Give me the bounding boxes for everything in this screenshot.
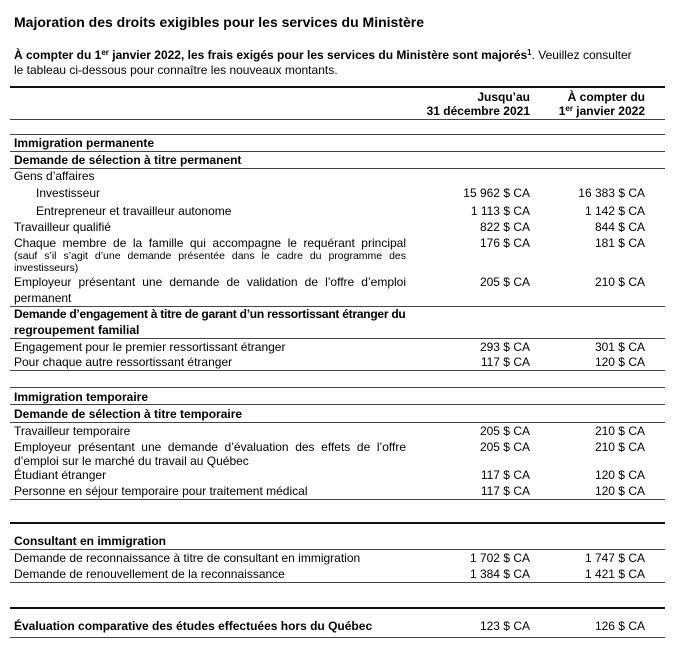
fee-until-2021: 1 702 $ CA (469, 551, 530, 565)
row-label: Employeur présentant une demande d’évaluation des effets de l’offre (14, 440, 406, 454)
group-title: regroupement familial (14, 323, 140, 337)
section-title: Immigration permanente (14, 136, 155, 150)
header-day: 1 (558, 104, 566, 118)
fee-until-2021: 123 $ CA (479, 619, 530, 633)
column-header-from: À compter du (567, 90, 645, 104)
table-rule (10, 404, 665, 405)
page-title: Majoration des droits exigibles pour les services du Ministère (14, 14, 425, 30)
row-label: Chaque membre de la famille qui accompagne le requérant principal (14, 236, 406, 250)
row-label: Demande de renouvellement de la reconnaissance (14, 567, 285, 581)
row-label: Étudiant étranger (14, 468, 107, 482)
header-ordinal-superscript: er (565, 104, 573, 113)
row-label: Travailleur temporaire (14, 424, 131, 438)
table-rule (10, 582, 665, 583)
fee-until-2021: 1 113 $ CA (470, 204, 530, 218)
row-label: Entrepreneur et travailleur autonome (36, 204, 232, 218)
table-rule (10, 168, 665, 169)
fee-from-2022: 210 $ CA (594, 440, 645, 454)
fee-from-2022: 120 $ CA (594, 355, 645, 369)
table-rule (10, 499, 665, 500)
row-label: d’emploi sur le marché du travail au Québec (14, 454, 249, 468)
fee-from-2022: 210 $ CA (594, 275, 645, 289)
section-title: Consultant en immigration (14, 534, 167, 548)
fee-from-2022: 1 747 $ CA (584, 551, 645, 565)
fee-from-2022: 181 $ CA (594, 236, 645, 250)
table-rule (10, 549, 665, 550)
row-label: Investisseur (36, 186, 101, 200)
column-header-until: Jusqu’au (477, 90, 530, 104)
table-header-rule (10, 119, 665, 120)
section-title: Immigration temporaire (14, 390, 149, 404)
fee-from-2022: 120 $ CA (594, 468, 645, 482)
fee-until-2021: 205 $ CA (479, 440, 530, 454)
intro-ordinal-superscript: er (101, 48, 109, 57)
table-rule (10, 607, 665, 609)
group-title: Demande d’engagement à titre de garant d’un ressortissant étranger du (14, 307, 406, 321)
fee-from-2022: 126 $ CA (594, 619, 645, 633)
table-rule (10, 422, 665, 423)
row-label: Engagement pour le premier ressortissant étranger (14, 340, 286, 354)
fee-until-2021: 176 $ CA (479, 236, 530, 250)
table-top-rule (10, 86, 665, 88)
intro-bold-text: À compter du 1 (14, 48, 102, 62)
fee-from-2022: 301 $ CA (594, 340, 645, 354)
row-note: (sauf s’il s’agit d’une demande présentée dans le cadre du programme des (14, 250, 406, 262)
header-month-year: janvier 2022 (572, 104, 645, 118)
row-label: Personne en séjour temporaire pour traitement médical (14, 484, 308, 498)
table-rule (10, 522, 665, 524)
row-label: Travailleur qualifié (14, 220, 111, 234)
row-label: Employeur présentant une demande de validation de l’offre d’emploi (14, 275, 406, 289)
fee-from-2022: 1 142 $ CA (584, 204, 645, 218)
subheading: Gens d’affaires (14, 169, 95, 183)
table-bottom-rule (10, 637, 665, 638)
group-title: Demande de sélection à titre permanent (14, 153, 242, 167)
group-title: Demande de sélection à titre temporaire (14, 407, 243, 421)
fee-until-2021: 293 $ CA (479, 340, 530, 354)
fee-from-2022: 210 $ CA (594, 424, 645, 438)
fee-until-2021: 117 $ CA (480, 355, 530, 369)
intro-bold-text-continued: janvier 2022, les frais exigés pour les services du Ministère sont majorés (108, 48, 528, 62)
fee-until-2021: 822 $ CA (479, 220, 530, 234)
table-rule (10, 338, 665, 339)
row-note: investisseurs) (14, 262, 79, 274)
row-label: Demande de reconnaissance à titre de consultant en immigration (14, 551, 361, 565)
fee-until-2021: 15 962 $ CA (463, 186, 530, 200)
fee-from-2022: 16 383 $ CA (578, 186, 645, 200)
fee-until-2021: 205 $ CA (479, 424, 530, 438)
table-rule (10, 370, 665, 371)
section-title: Évaluation comparative des études effectuées hors du Québec (14, 619, 373, 633)
fee-from-2022: 120 $ CA (594, 484, 645, 498)
table-rule (10, 134, 665, 135)
fee-until-2021: 117 $ CA (480, 484, 530, 498)
footnote-reference: 1 (527, 48, 532, 57)
fee-from-2022: 844 $ CA (594, 220, 645, 234)
fee-until-2021: 117 $ CA (480, 468, 530, 482)
fee-from-2022: 1 421 $ CA (584, 567, 645, 581)
table-rule (10, 151, 665, 152)
intro-line-1 (14, 48, 632, 62)
fee-until-2021: 205 $ CA (479, 275, 530, 289)
intro-line-2: le tableau ci-dessous pour connaître les nouveaux montants. (14, 63, 338, 77)
intro-text: . Veuillez consulter (531, 48, 632, 62)
row-label: permanent (14, 291, 72, 305)
column-header-from-date (559, 104, 645, 118)
row-label: Pour chaque autre ressortissant étranger (14, 355, 233, 369)
column-header-until-date: 31 décembre 2021 (426, 104, 530, 118)
table-rule (10, 387, 665, 388)
fee-until-2021: 1 384 $ CA (469, 567, 530, 581)
